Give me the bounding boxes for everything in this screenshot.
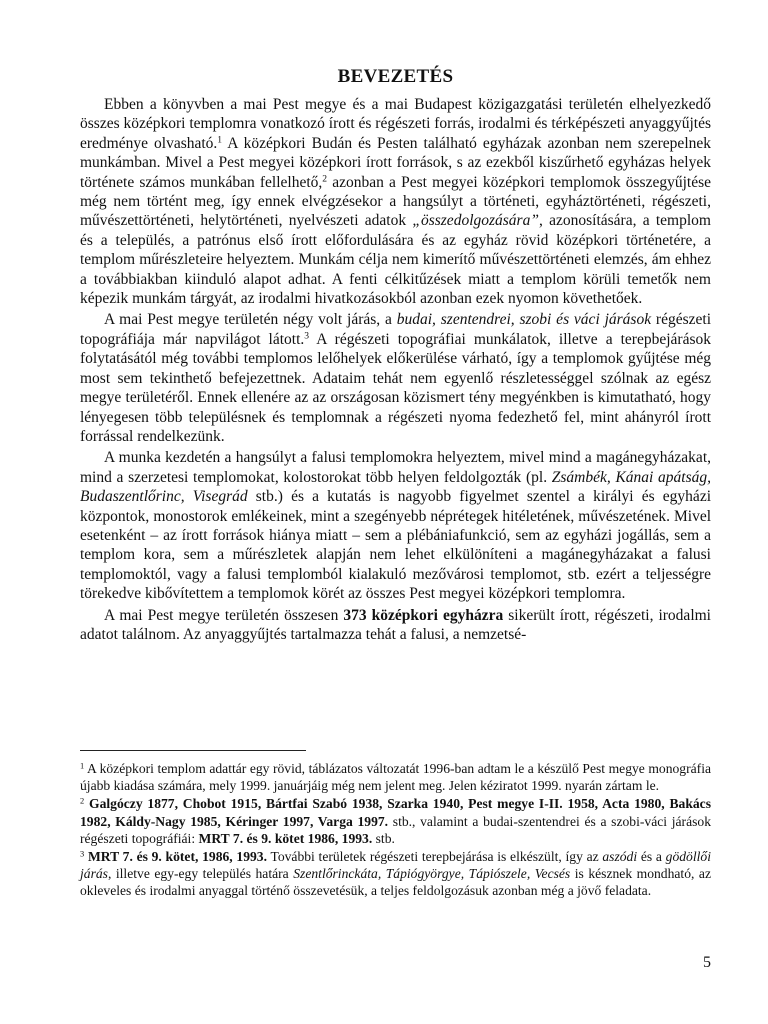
text-run: és a [637, 849, 666, 865]
text-run: , illetve egy-egy település határa [107, 866, 294, 882]
text-run: További területek régészeti terepbejárása is elkészült, így az [267, 849, 603, 865]
page-number: 5 [703, 954, 711, 971]
paragraph [80, 310, 711, 446]
bold-text: 373 középkori egyházra [343, 606, 504, 624]
italic-text: aszódi [602, 849, 638, 865]
text-run: A régészeti topográfiai munkálatok, illetve a terepbejárások folytatásától még további templomos lelőhelyek előkerülése várható, így a templomok gyűjtése még most sem tekinthető befejezettnek. Adataim tehát nem egyenlő részletességgel szólnak az egész megye területéről. Ennek ellenére az az országosan közismert tény megyénkben is kimutatható, hogy lényegesen több településnek és templomnak a régészeti nyoma fedezhető fel, mint ahányról írott forrással rendelkezünk. [80, 330, 711, 445]
italic-text: gödöllői járás [80, 849, 711, 882]
text-run: stb., valamint a budai-szentendrei és a szobi-váci járások régészeti topográfiái: [80, 813, 711, 846]
footnote [80, 848, 711, 900]
bold-text: MRT 7. és 9. kötet 1986, 1993. [198, 830, 373, 846]
text-run: is késznek mondható, az okleveles és irodalmi anyaggal történő összevetésük, a teljes feldolgozásuk azonban még a jövő feladata. [80, 866, 711, 899]
footnote-ref: 1 [217, 134, 223, 146]
text-run: A mai Pest megye területén négy volt járás, a [104, 311, 397, 329]
footnote-ref: 3 [80, 848, 85, 859]
text-run: régészeti topográfiája már napvilágot látott. [80, 311, 712, 348]
paragraph [80, 95, 711, 308]
italic-text: budai, szentendrei, szobi és váci járások [396, 311, 652, 329]
text-run: A mai Pest megye területén összesen [104, 606, 344, 624]
paragraph [80, 606, 711, 645]
text-run: , azonosítására, a templom és a település, a patrónus első írott előfordulására és az egyház rövid középkori történetére, a templom műrészleteire helyeztem. Munkám célja nem kimerítő művészettörténeti elemzés, ám ehhez a továbbiakban kiinduló alapot adhat. A fenti célkitűzések miatt a templom körüli temetők nem képezik munkám tárgyát, az irodalmi hivatkozásokból azonban ezek nyomon követhetőek. [80, 212, 711, 308]
text-run: azonban a Pest megyei középkori templomok összegyűjtése még nem történt meg, így ennek elvégzésekor a hangsúlyt a történeti, egyháztörténeti, régészeti, művészettörténeti, helytörténeti, nyelvészeti adatok [80, 173, 711, 230]
italic-text: Szentlőrinckáta, Tápiógyörgye, Tápiószele, Vecsés [293, 866, 571, 882]
page-title: BEVEZETÉS [337, 66, 454, 87]
paragraph [80, 448, 711, 603]
footnote-ref: 1 [80, 760, 85, 771]
text-run: Ebben a könyvben a mai Pest megye és a mai Budapest közigazgatási területén elhelyezkedő összes középkori templomra vonatkozó írott és régészeti forrás, irodalmi és térképészeti anyaggyűjtés eredménye olvasható. [80, 96, 711, 152]
footnote-divider [80, 750, 306, 751]
footnote [80, 795, 711, 847]
footnote-ref: 2 [80, 795, 85, 806]
text-run: sikerült írott, régészeti, irodalmi adatot találnom. Az anyaggyűjtés tartalmazza tehát a falusi, a nemzetsé- [80, 606, 711, 643]
text-run: A középkori Budán és Pesten található egyházak azonban nem szerepelnek munkámban. Mivel a Pest megyei középkori írott források, s az ezekből kiszűrhető egyházas helyek története számos munkában fellelhető, [80, 134, 711, 191]
footnote-ref: 3 [304, 330, 310, 342]
text-run: A munka kezdetén a hangsúlyt a falusi templomokra helyeztem, mivel mind a magánegyházakat, mind a szerzetesi templomokat, kolostorokat több helyen feldolgozták (pl. [80, 449, 711, 486]
italic-text: Zsámbék, Kánai apátság, Budaszentlőrinc, Visegrád [80, 468, 711, 506]
text-run: A középkori templom adattár egy rövid, táblázatos változatát 1996-ban adtam le a készülő Pest megye monográfia újabb kiadása számára, mely 1999. januárjáig még nem jelent meg. Jelen kéziratot 1999. nyarán zártam le. [80, 761, 711, 794]
text-run: stb. [372, 830, 395, 846]
italic-text: „összedolgozására” [412, 212, 539, 230]
bold-text: Galgóczy 1877, Chobot 1915, Bártfai Szabó 1938, Szarka 1940, Pest megye I-II. 1958, Acta 1980, Bakács 1982, Káldy-Nagy 1985, Kéringer 1997, Varga 1997. [80, 796, 711, 829]
bold-text: MRT 7. és 9. kötet, 1986, 1993. [84, 849, 267, 865]
footnote-ref: 2 [322, 173, 328, 185]
text-run: stb.) és a kutatás is nagyobb figyelmet szentel a királyi és egyházi központok, monostorok emlékeinek, mint a szegényebb néprétegek hitéletének, művészetének. Mivel esetenként – az írott források hiánya miatt – sem a plébániafunkció, sem az egyházi jogállás, sem a templom kora, sem a műrészletek alapján nem lehet elkülöníteni a magánegyházakat a falusi templomoktól, vagy a falusi templomból kialakuló mezővárosi templomot, stb. ezért a teljességre törekedve kibővítettem a templomok körét az összes Pest megyei középkori templomra. [80, 488, 712, 603]
footnote [80, 760, 711, 794]
body-text [80, 95, 711, 646]
footnotes [80, 760, 711, 901]
